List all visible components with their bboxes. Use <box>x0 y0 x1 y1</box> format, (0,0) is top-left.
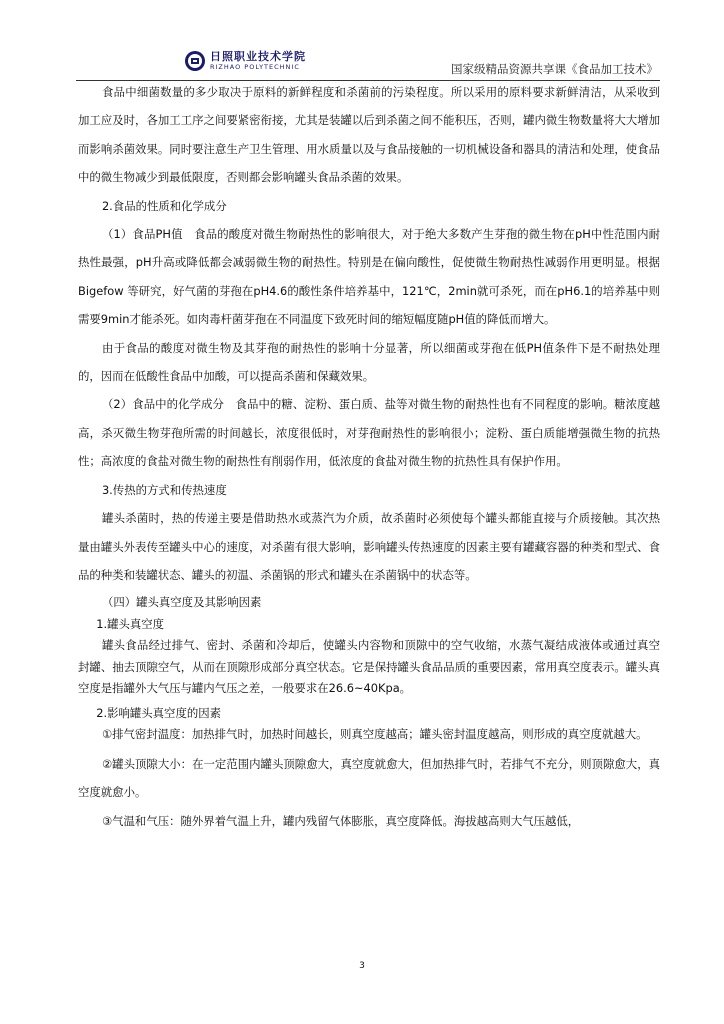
page-header <box>76 44 660 81</box>
paragraph-food-ph: （1）食品PH值 食品的酸度对微生物耐热性的影响很大，对于绝大多数产生芽孢的微生物在pH中性范围内耐热性最强，pH升高或降低都会减弱微生物的耐热性。特别是在偏向酸性，促使微生物耐热性减弱作用更明显。根据Bigefow 等研究，好气菌的芽孢在pH4.6的酸性条件培养基中，121℃，2min就可杀死，而在pH6.1的培养基中则需要9min才能杀死。如肉毒杆菌芽孢在不同温度下致死时间的缩短幅度随pH值的降低而增大。 <box>78 227 660 327</box>
heading-heat-transfer: 3.传热的方式和传热速度 <box>101 482 227 497</box>
heading-can-vacuum: 1.罐头真空度 <box>96 616 165 631</box>
paragraph-sealing-temperature: ①排气密封温度：加热排气时，加热时间越长，则真空度越高；罐头密封温度越高，则形成的真空度就越大。 <box>101 727 648 742</box>
document-body <box>78 78 660 835</box>
course-title: 国家级精品资源共享课《食品加工技术》 <box>451 62 658 76</box>
paragraph-heat-transfer: 罐头杀菌时，热的传递主要是借助热水或蒸汽为介质，故杀菌时必须使每个罐头都能直接与介质接触。其次热量由罐头外表传至罐头中心的速度，对杀菌有很大影响，影响罐头传热速度的因素主要有罐藏容器的种类和型式、食品的种类和装罐状态、罐头的初温、杀菌锅的形式和罐头在杀菌锅中的状态等。 <box>78 511 660 582</box>
section-heading-vacuum: （四）罐头真空度及其影响因素 <box>101 595 262 610</box>
paragraph-bacteria-count: 食品中细菌数量的多少取决于原料的新鲜程度和杀菌前的污染程度。所以采用的原料要求新鲜清洁，从采收到加工应及时，各加工工序之间要紧密衔接，尤其是装罐以后到杀菌之间不能积压，否则，罐内微生物数量将大大增加而影响杀菌效果。同时要注意生产卫生管理、用水质量以及与食品接触的一切机械设备和器具的清洁和处理，使食品中的微生物减少到最低限度，否则都会影响罐头食品杀菌的效果。 <box>78 85 660 185</box>
paragraph-temperature-pressure: ③气温和气压：随外界着气温上升，罐内残留气体膨胀，真空度降低。海拔越高则大气压越低， <box>101 813 580 828</box>
paragraph-chemical-composition: （2）食品中的化学成分 食品中的糖、淀粉、蛋白质、盐等对微生物的耐热性也有不同程度的影响。糖浓度越高，杀灭微生物芽孢所需的时间越长，浓度很低时，对芽孢耐热性的影响很小；淀粉、蛋白质能增强微生物的抗热性；高浓度的食盐对微生物的耐热性有削弱作用，低浓度的食盐对微生物的抗热性具有保护作用。 <box>78 397 660 469</box>
paragraph-headspace-size: ②罐头顶隙大小：在一定范围内罐头顶隙愈大，真空度就愈大，但加热排气时，若排气不充分，则顶隙愈大，真空度就愈小。 <box>78 756 660 800</box>
school-emblem-icon <box>184 50 206 72</box>
school-logo <box>184 48 306 74</box>
paragraph-can-vacuum: 罐头食品经过排气、密封、杀菌和冷却后，使罐头内容物和顶隙中的空气收缩，水蒸气凝结成液体或通过真空封罐、抽去顶隙空气，从而在顶隙形成部分真空状态。它是保持罐头食品品质的重要因素，常用真空度表示。罐头真空度是指罐外大气压与罐内气压之差，一般要求在26.6~40Kpa。 <box>78 638 660 696</box>
heading-vacuum-factors: 2.影响罐头真空度的因素 <box>96 705 222 720</box>
page-number: 3 <box>359 961 365 971</box>
heading-food-properties: 2.食品的性质和化学成分 <box>101 198 227 213</box>
paragraph-acidity-effect: 由于食品的酸度对微生物及其芽孢的耐热性的影响十分显著，所以细菌或芽孢在低PH值条件下是不耐热处理的，因而在低酸性食品中加酸，可以提高杀菌和保藏效果。 <box>78 340 660 384</box>
logo-english-name: RIZHAO POLYTECHNIC <box>210 63 300 72</box>
logo-chinese-name: 日照职业技术学院 <box>210 50 306 64</box>
